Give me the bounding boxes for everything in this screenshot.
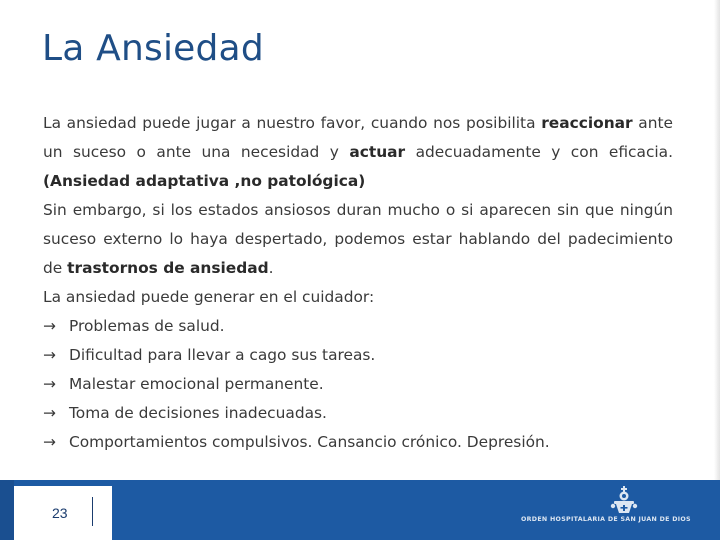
arrow-right-icon: → — [43, 346, 56, 364]
paragraph1-text-a: La ansiedad puede jugar a nuestro favor, cuando nos posibilita — [43, 114, 542, 132]
footer-divider — [92, 497, 93, 526]
slide-title: La Ansiedad — [42, 28, 264, 69]
keyword-actuar: actuar — [349, 143, 406, 161]
san-juan-de-dios-emblem-icon — [609, 486, 639, 514]
slide-edge-shadow — [714, 0, 720, 480]
list-item-text: Toma de decisiones inadecuadas. — [69, 404, 327, 422]
list-item — [43, 399, 673, 428]
paragraph2-text-a: Sin embargo, si los estados ansiosos duran mucho o si aparecen sin que ningún suceso externo lo haya despertado, podemos estar hablando del padecimiento de — [43, 201, 673, 277]
paragraph1-text-c: adecuadamente y con eficacia. — [405, 143, 674, 161]
list-item — [43, 370, 673, 399]
slide-body — [43, 109, 673, 457]
caregiver-intro-line: La ansiedad puede generar en el cuidador: — [43, 288, 375, 306]
list-item-text: Dificultad para llevar a cago sus tareas. — [69, 346, 376, 364]
paragraph1-text-b: ante un suceso o ante una necesidad y — [43, 114, 673, 161]
arrow-right-icon: → — [43, 404, 56, 422]
paragraph2-text-b: . — [268, 259, 274, 277]
keyword-reaccionar: reaccionar — [541, 114, 633, 132]
arrow-right-icon: → — [43, 433, 56, 451]
list-item — [43, 341, 673, 370]
list-item — [43, 428, 673, 457]
list-item-text: Malestar emocional permanente. — [69, 375, 324, 393]
keyword-trastornos: trastornos de ansiedad — [67, 259, 269, 277]
footer-left-strip — [0, 480, 14, 540]
adaptive-anxiety-note: (Ansiedad adaptativa ,no patológica) — [43, 172, 366, 190]
arrow-right-icon: → — [43, 375, 56, 393]
page-number: 23 — [52, 505, 68, 521]
list-item — [43, 312, 673, 341]
paragraph-anxiety-disorders — [43, 196, 673, 283]
organization-name: ORDEN HOSPITALARIA DE SAN JUAN DE DIOS — [521, 516, 691, 523]
list-item-text: Comportamientos compulsivos. Cansancio crónico. Depresión. — [69, 433, 550, 451]
arrow-right-icon: → — [43, 317, 56, 335]
list-item-text: Problemas de salud. — [69, 317, 225, 335]
paragraph-adaptive-anxiety — [43, 109, 673, 196]
